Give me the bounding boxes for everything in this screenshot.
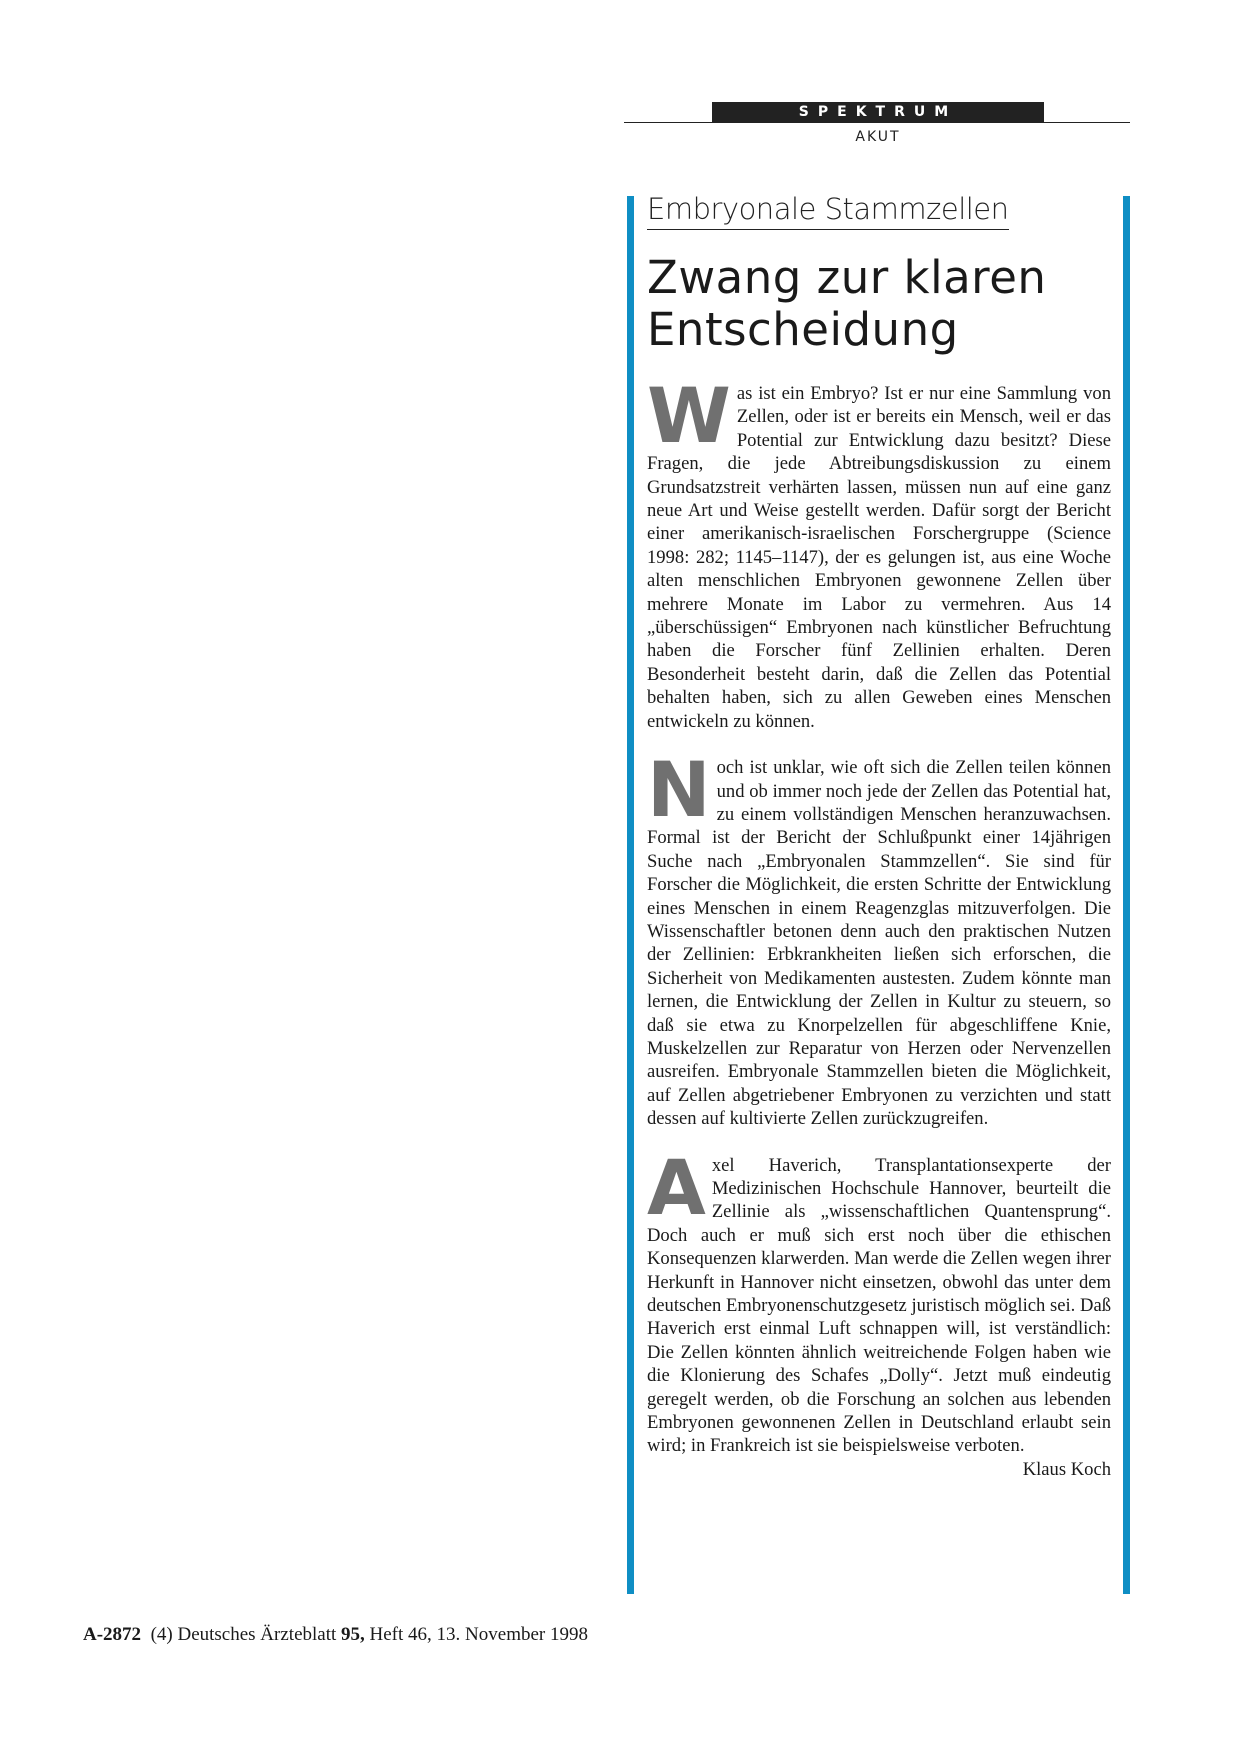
drop-cap: W bbox=[647, 371, 731, 460]
page-number: A-2872 bbox=[83, 1624, 142, 1645]
headline-line-2: Entscheidung bbox=[647, 303, 959, 356]
volume-number: 95, bbox=[341, 1624, 365, 1645]
article bbox=[647, 192, 1111, 1481]
paragraph-text: och ist unklar, wie oft sich die Zellen teilen können und ob immer noch jede der Zellen das Potential hat, zu einem vollständigen Menschen heranzuwachsen. Formal ist der Bericht der Schlußpunkt einer 14jährigen Suche nach „Embryonalen Stammzellen“. Sie sind für Forscher die Möglichkeit, die ersten Schritte der Entwicklung eines Menschen in einem Reagenzglas mitzuverfolgen. Die Wissenschaftler betonen denn auch den praktischen Nutzen der Zellinien: Erbkrankheiten ließen sich erforschen, die Sicherheit von Medikamenten austesten. Zudem könnte man lernen, die Entwicklung der Zellen in Kultur zu steuern, so daß sie etwa zu Knorpelzellen für abgeschliffene Knie, Muskelzellen zur Reparatur von Herzen oder Nervenzellen ausreifen. Embryonale Stammzellen bieten die Möglichkeit, auf Zellen abgetriebener Embryonen zu verzichten und statt dessen auf kultivierte Zellen zurückzugreifen. bbox=[647, 757, 1111, 1130]
accent-bar-right bbox=[1123, 196, 1130, 1594]
subsection-label: AKUT bbox=[855, 129, 901, 145]
drop-cap: N bbox=[647, 745, 711, 835]
accent-bar-left bbox=[627, 196, 634, 1594]
issue-date: Heft 46, 13. November 1998 bbox=[369, 1624, 588, 1645]
article-paragraph bbox=[647, 371, 1111, 733]
paragraph-text: as ist ein Embryo? Ist er nur eine Sammlung von Zellen, oder ist er bereits ein Mensch, weil er das Potential zur Entwicklung dazu besitzt? Diese Fragen, die jede Abtreibungsdiskussion zu einem Grundsatzstreit verhärten lassen, müssen nun auf eine ganz neue Art und Weise gestellt werden. Dafür sorgt der Bericht einer amerikanisch-israelischen Forschergruppe (Science 1998: 282; 1145–1147), der es gelungen ist, aus eine Woche alten menschlichen Embryonen gewonnene Zellen über mehrere Monate im Labor zu vermehren. Aus 14 „überschüssigen“ Embryonen nach künstlicher Befruchtung haben die Forscher fünf Zellinien erhalten. Deren Besonderheit besteht darin, daß die Zellen das Potential behalten haben, sich zu allen Geweben eines Menschen entwickeln zu können. bbox=[647, 383, 1111, 732]
article-paragraph bbox=[647, 745, 1111, 1131]
journal-name: (4) Deutsches Ärzteblatt bbox=[150, 1624, 337, 1645]
article-headline bbox=[647, 252, 1111, 356]
headline-line-1: Zwang zur klaren bbox=[647, 251, 1047, 304]
drop-cap: A bbox=[647, 1142, 706, 1232]
article-paragraph bbox=[647, 1142, 1111, 1480]
article-kicker: Embryonale Stammzellen bbox=[647, 192, 1009, 230]
page-footer bbox=[83, 1624, 588, 1646]
section-label: SPEKTRUM bbox=[712, 102, 1044, 123]
author-byline: Klaus Koch bbox=[1022, 1458, 1111, 1480]
paragraph-text: xel Haverich, Transplantationsexperte der Medizinischen Hochschule Hannover, beurteilt die Zellinie als „wissenschaftlichen Quantensprung“. Doch auch er muß sich erst noch über die ethischen Konsequenzen klarwerden. Man werde die Zellen wegen ihrer Herkunft in Hannover nicht einsetzen, obwohl das unter dem deutschen Embryonenschutzgesetz juristisch möglich sei. Daß Haverich erst einmal Luft schnappen will, ist verständlich: Die Zellen könnten ähnlich weitreichende Folgen haben wie die Klonierung des Schafes „Dolly“. Jetzt muß eindeutig geregelt werden, ob die Forschung an solchen aus lebenden Embryonen gewonnenen Zellen in Deutschland erlaubt sein wird; in Frankreich ist sie beispielsweise verboten. bbox=[647, 1154, 1111, 1457]
